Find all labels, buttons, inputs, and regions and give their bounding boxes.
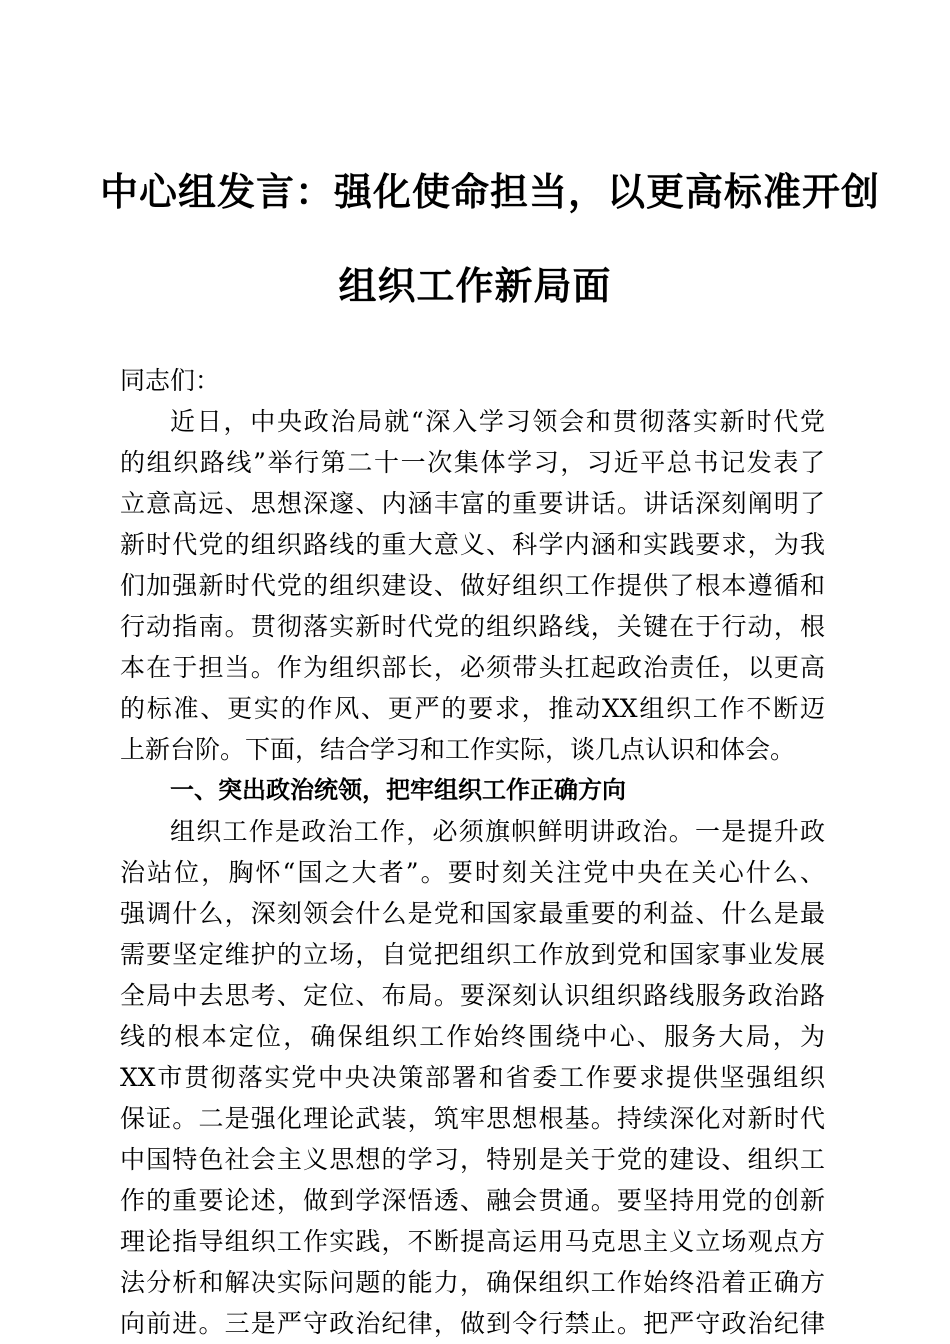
document-title-line-2: 组织工作新局面 (338, 263, 612, 308)
paragraph-line: 作的重要论述，做到学深悟透、融会贯通。要坚持用党的创新 (120, 1186, 825, 1215)
paragraph-line: 们加强新时代党的组织建设、做好组织工作提供了根本遵循和 (120, 571, 825, 600)
paragraph-line: 的标准、更实的作风、更严的要求，推动XX组织工作不断迈 (120, 694, 825, 723)
paragraph-line: 行动指南。贯彻落实新时代党的组织路线，关键在于行动，根 (120, 612, 825, 641)
paragraph-line: 线的根本定位，确保组织工作始终围绕中心、服务大局，为 (120, 1022, 825, 1051)
paragraph-2 (120, 811, 825, 1344)
document-title-line-1: 中心组发言：强化使命担当，以更高标准开创 (100, 169, 881, 214)
paragraph-line: 理论指导组织工作实践，不断提高运用马克思主义立场观点方 (120, 1227, 825, 1256)
paragraph-line: 全局中去思考、定位、布局。要深刻认识组织路线服务政治路 (120, 981, 825, 1010)
paragraph-line: XX市贯彻落实党中央决策部署和省委工作要求提供坚强组织 (120, 1063, 825, 1092)
paragraph-1 (120, 401, 825, 770)
greeting: 同志们： (120, 366, 221, 395)
paragraph-line: 需要坚定维护的立场，自觉把组织工作放到党和国家事业发展 (120, 940, 825, 969)
paragraph-line: 本在于担当。作为组织部长，必须带头扛起政治责任，以更高 (120, 653, 825, 682)
section-heading: 一、突出政治统领，把牢组织工作正确方向 (170, 776, 626, 804)
paragraph-line: 上新台阶。下面，结合学习和工作实际，谈几点认识和体会。 (120, 735, 796, 764)
paragraph-line: 新时代党的组织路线的重大意义、科学内涵和实践要求，为我 (120, 530, 825, 559)
paragraph-line: 向前进。三是严守政治纪律，做到令行禁止。把严守政治纪律 (120, 1309, 825, 1338)
paragraph-line: 立意高远、思想深邃、内涵丰富的重要讲话。讲话深刻阐明了 (120, 489, 825, 518)
paragraph-line: 的组织路线”举行第二十一次集体学习，习近平总书记发表了 (120, 448, 825, 477)
paragraph-line: 组织工作是政治工作，必须旗帜鲜明讲政治。一是提升政 (170, 817, 825, 846)
paragraph-line: 治站位，胸怀“国之大者”。要时刻关注党中央在关心什么、 (120, 858, 825, 887)
paragraph-line: 保证。二是强化理论武装，筑牢思想根基。持续深化对新时代 (120, 1104, 825, 1133)
paragraph-line: 近日，中央政治局就“深入学习领会和贯彻落实新时代党 (170, 407, 825, 436)
paragraph-line: 法分析和解决实际问题的能力，确保组织工作始终沿着正确方 (120, 1268, 825, 1297)
paragraph-line: 中国特色社会主义思想的学习，特别是关于党的建设、组织工 (120, 1145, 825, 1174)
paragraph-line: 强调什么，深刻领会什么是党和国家最重要的利益、什么是最 (120, 899, 825, 928)
document-body (120, 360, 825, 1344)
